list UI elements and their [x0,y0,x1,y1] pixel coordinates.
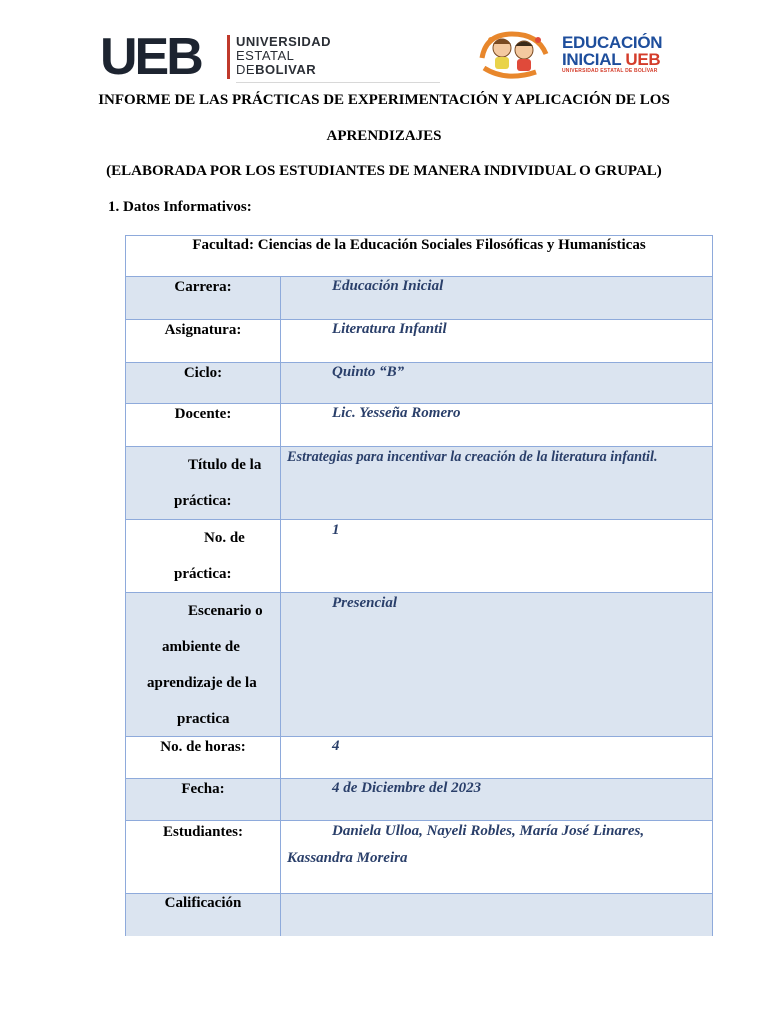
row-value: Educación Inicial [332,278,444,294]
ueb-logo-line3: DEBOLIVAR [236,62,317,77]
table-row [126,778,712,820]
row-label: Carrera: [126,277,281,319]
row-value-line: Daniela Ulloa, Nayeli Robles, María José Linares, [332,823,645,839]
row-label-line: práctica: [174,493,232,509]
table-row [126,820,712,893]
row-label [126,447,281,519]
faculty-text: Facultad: Ciencias de la Educación Sociales Filosóficas y Humanísticas [192,237,646,253]
row-value: Presencial [332,595,397,611]
row-value: Lic. Yesseña Romero [332,405,461,421]
report-title-line2: APRENDIZAJES [326,128,442,144]
table-row [126,519,712,592]
ueb-logo-underline [236,82,440,83]
ueb-logo-line2: ESTATAL [236,48,295,63]
table-row [126,362,712,403]
table-row [126,592,712,736]
row-label: Calificación [126,894,281,936]
row-label: No. de horas: [126,737,281,778]
ueb-logo-divider [227,35,230,79]
educacion-inicial-text [562,34,662,75]
row-label: Docente: [126,404,281,446]
row-value-line: Kassandra Moreira [287,850,408,866]
faculty-row [126,236,712,276]
row-label-line: Título de la [188,457,262,473]
row-label: Asignatura: [126,320,281,362]
row-label: Estudiantes: [126,821,281,893]
row-label-line: Escenario o [188,603,263,619]
ueb-logo [100,28,340,86]
row-value [332,894,712,936]
row-label: Fecha: [126,779,281,820]
table-row [126,403,712,446]
info-table [125,235,713,936]
table-row [126,319,712,362]
row-value: 4 [332,738,340,754]
row-label-line: práctica: [174,566,232,582]
table-row [126,276,712,319]
row-label-line: No. de [204,530,245,546]
row-value: Literatura Infantil [332,321,447,337]
table-row [126,446,712,519]
ueb-logo-mark: UEB [100,28,201,86]
row-label-line: practica [177,711,230,727]
ei-logo-line2: INICIAL UEB [562,50,661,69]
row-value: 4 de Diciembre del 2023 [332,780,482,796]
report-subtitle: (ELABORADA POR LOS ESTUDIANTES DE MANERA INDIVIDUAL O GRUPAL) [106,163,662,179]
report-title-line1: INFORME DE LAS PRÁCTICAS DE EXPERIMENTACIÓN Y APLICACIÓN DE LOS [98,92,670,108]
row-label-line: aprendizaje de la [147,675,257,691]
row-label [126,593,281,736]
table-row [126,893,712,936]
ei-logo-line3: UNIVERSIDAD ESTATAL DE BOLÍVAR [562,68,658,74]
section-heading: 1. Datos Informativos: [108,199,252,215]
row-label: Ciclo: [126,363,281,403]
table-row [126,736,712,778]
row-value: Quinto “B” [332,364,405,380]
ueb-logo-line1: UNIVERSIDAD [236,34,332,49]
row-label-line: ambiente de [162,639,240,655]
educacion-inicial-logo [476,28,688,80]
row-label [126,520,281,592]
ueb-logo-name [236,35,331,77]
ei-logo-line1: EDUCACIÓN [562,33,663,52]
row-value: 1 [332,522,340,538]
children-illustration-icon [476,28,556,80]
row-value [281,821,712,893]
row-value: Estrategias para incentivar la creación de la literatura infantil. [287,449,658,465]
